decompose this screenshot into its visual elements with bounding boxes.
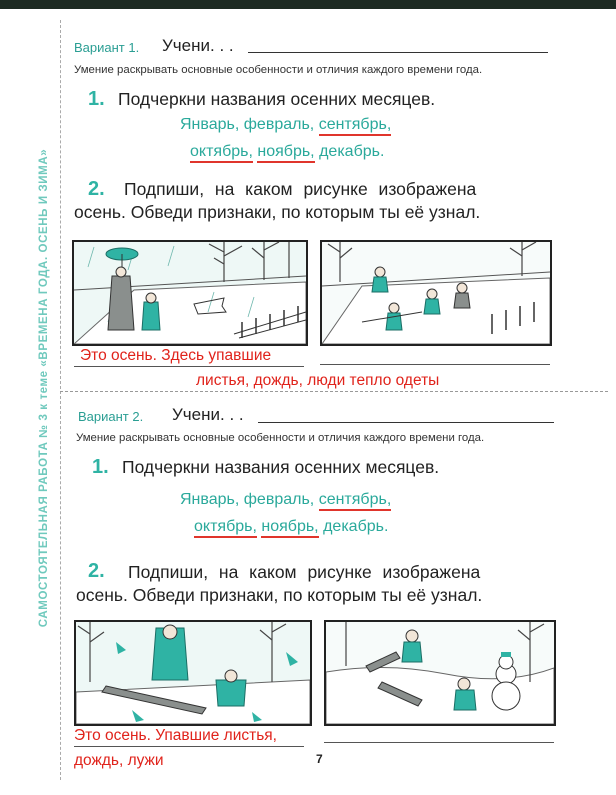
variant2-task2-text-line2: осень. Обведи признаки, по которым ты её узнал. <box>76 585 483 605</box>
variant1-task1-text: Подчеркни названия осенних месяцев. <box>118 89 436 109</box>
variant2-answer-line1: Это осень. Упавшие листья, <box>74 727 277 744</box>
variant1-answer-line1: Это осень. Здесь упавшие <box>80 347 272 364</box>
variant2-label: Вариант 2. <box>78 409 144 424</box>
variant1-student-label: Учени. . . <box>162 36 234 55</box>
variant2-skill: Умение раскрывать основные особенности и отличия каждого времени года. <box>76 432 485 444</box>
variant2-answer-line2: дождь, лужи <box>74 752 164 769</box>
side-banner <box>30 118 58 658</box>
variant2-student-label: Учени. . . <box>172 405 244 424</box>
variant2-picture-winter[interactable] <box>324 620 556 726</box>
variant2-task1-number: 1. <box>92 456 109 478</box>
variant1-months-line1 <box>180 116 391 134</box>
month-november-underlined: ноябрь, <box>261 518 319 535</box>
variant1-name-line[interactable] <box>248 52 548 53</box>
variant1-label: Вариант 1. <box>74 40 140 55</box>
month-december: декабрь. <box>323 518 389 535</box>
month-december: декабрь. <box>319 143 385 160</box>
variant2-task2-number: 2. <box>88 560 105 582</box>
variant2-task1-text: Подчеркни названия осенних месяцев. <box>122 457 440 477</box>
cut-line-horizontal <box>60 391 608 392</box>
variant1-task2-text-line2: осень. Обведи признаки, по которым ты её узнал. <box>74 202 481 222</box>
variant1-answer-rule1 <box>74 366 304 367</box>
variant2-months-line1 <box>180 491 391 509</box>
month-february: февраль, <box>243 116 315 133</box>
variant1-answer-line2: листья, дождь, люди тепло одеты <box>196 372 440 389</box>
top-edge-bar <box>0 0 616 9</box>
variant2-task2-text-line1: Подпиши, на каком рисунке изображена <box>128 562 481 582</box>
variant1-months-line2 <box>190 143 384 161</box>
month-february: февраль, <box>243 491 315 508</box>
variant1-task2-text-line1: Подпиши, на каком рисунке изображена <box>124 179 477 199</box>
page-number: 7 <box>316 752 323 766</box>
month-september-underlined: сентябрь, <box>318 491 392 508</box>
month-november-underlined: ноябрь, <box>257 143 315 160</box>
month-october-underlined: октябрь, <box>194 518 257 535</box>
cut-line-vertical <box>60 20 61 780</box>
variant1-task2-number: 2. <box>88 178 105 200</box>
variant2-answer-rule2 <box>324 742 554 743</box>
month-october-underlined: октябрь, <box>190 143 253 160</box>
variant1-skill: Умение раскрывать основные особенности и отличия каждого времени года. <box>74 64 483 76</box>
variant2-name-line[interactable] <box>258 422 554 423</box>
variant1-task1-number: 1. <box>88 88 105 110</box>
variant2-picture-autumn[interactable] <box>74 620 312 726</box>
variant2-months-line2 <box>194 518 388 536</box>
variant1-answer-rule2 <box>320 364 550 365</box>
month-september-underlined: сентябрь, <box>318 116 392 133</box>
month-january: Январь, <box>180 116 240 133</box>
variant1-picture-autumn[interactable] <box>72 240 308 346</box>
variant2-answer-rule1 <box>74 746 304 747</box>
side-label: САМОСТОЯТЕЛЬНАЯ РАБОТА № 3 к теме «ВРЕМЕНА ГОДА. ОСЕНЬ И ЗИМА» <box>38 148 50 628</box>
variant1-picture-spring[interactable] <box>320 240 552 346</box>
month-january: Январь, <box>180 491 240 508</box>
